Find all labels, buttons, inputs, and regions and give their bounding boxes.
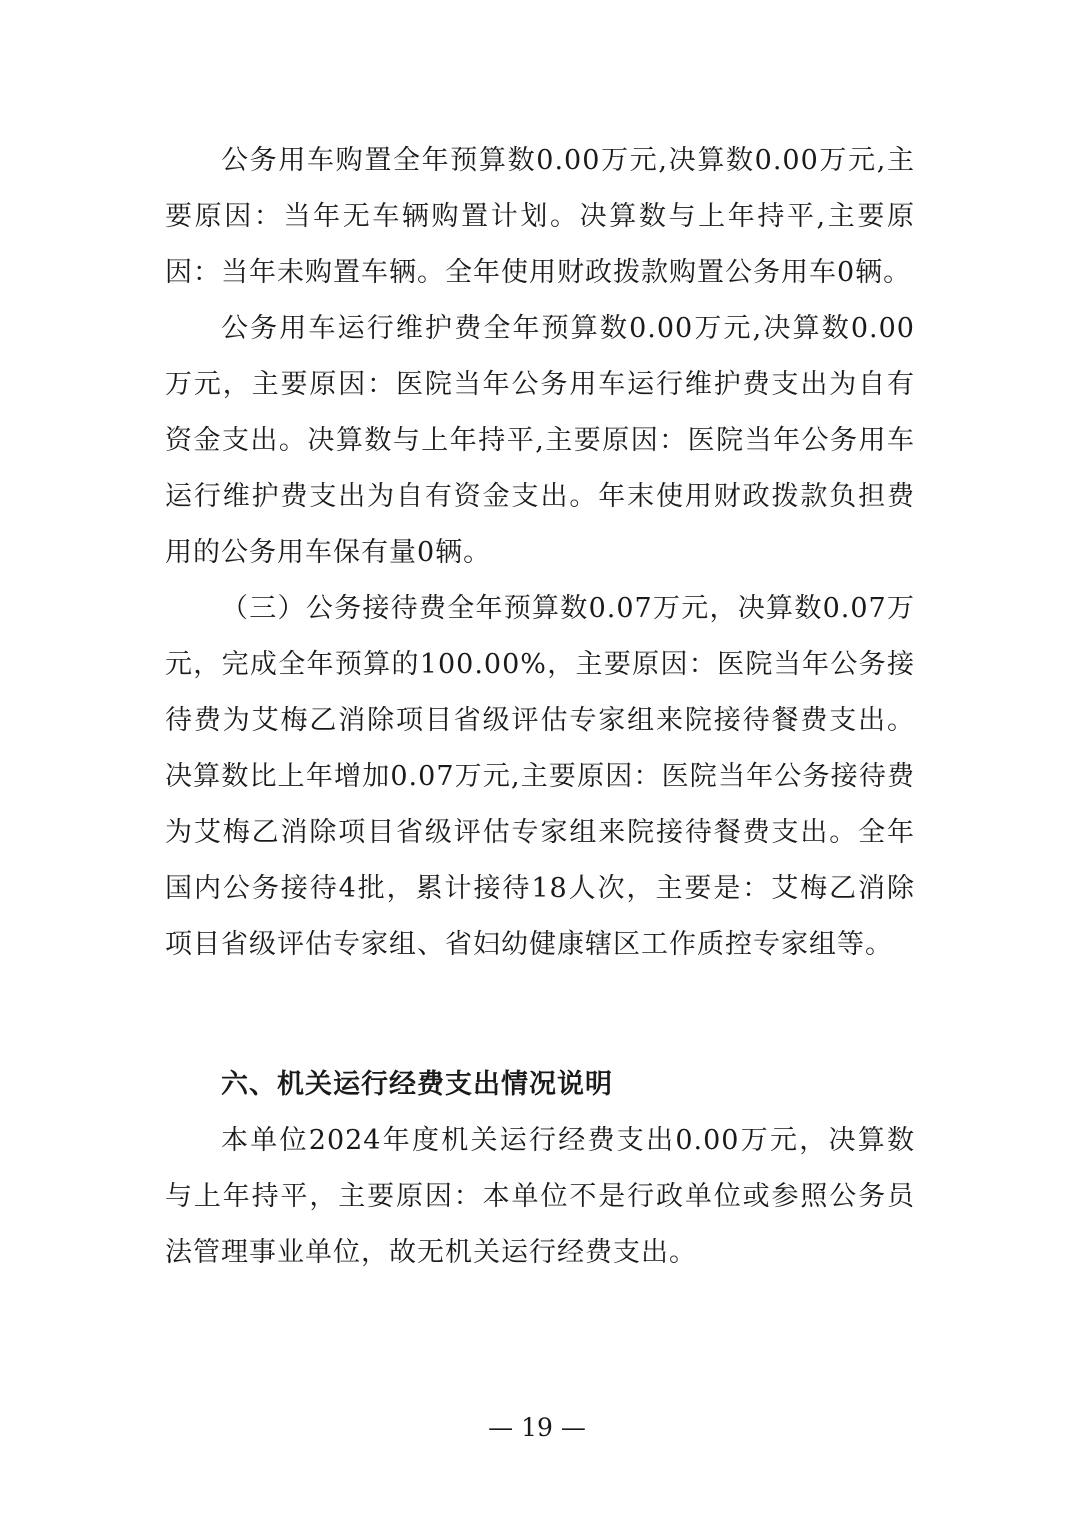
section-heading-operating-expenses: 六、机关运行经费支出情况说明	[221, 1069, 613, 1100]
paragraph-vehicle-purchase: 公务用车购置全年预算数0.00万元,决算数0.00万元,主要原因：当年无车辆购置计划。决算数与上年持平,主要原因：当年未购置车辆。全年使用财政拨款购置公务用车0辆。	[165, 145, 915, 288]
page-content	[165, 133, 915, 1281]
page-number: — 19 —	[488, 1413, 586, 1442]
paragraph-vehicle-maintenance: 公务用车运行维护费全年预算数0.00万元,决算数0.00万元，主要原因：医院当年公务用车运行维护费支出为自有资金支出。决算数与上年持平,主要原因：医院当年公务用车运行维护费支出为自有资金支出。年末使用财政拨款负担费用的公务用车保有量0辆。	[165, 313, 915, 568]
paragraph-reception-expenses: （三）公务接待费全年预算数0.07万元，决算数0.07万元，完成全年预算的100.00%，主要原因：医院当年公务接待费为艾梅乙消除项目省级评估专家组来院接待餐费支出。决算数比上年增加0.07万元,主要原因：医院当年公务接待费为艾梅乙消除项目省级评估专家组来院接待餐费支出。全年国内公务接待4批，累计接待18人次，主要是：艾梅乙消除项目省级评估专家组、省妇幼健康辖区工作质控专家组等。	[165, 593, 915, 960]
paragraph-operating-expenses: 本单位2024年度机关运行经费支出0.00万元，决算数与上年持平，主要原因：本单位不是行政单位或参照公务员法管理事业单位，故无机关运行经费支出。	[165, 1125, 915, 1268]
